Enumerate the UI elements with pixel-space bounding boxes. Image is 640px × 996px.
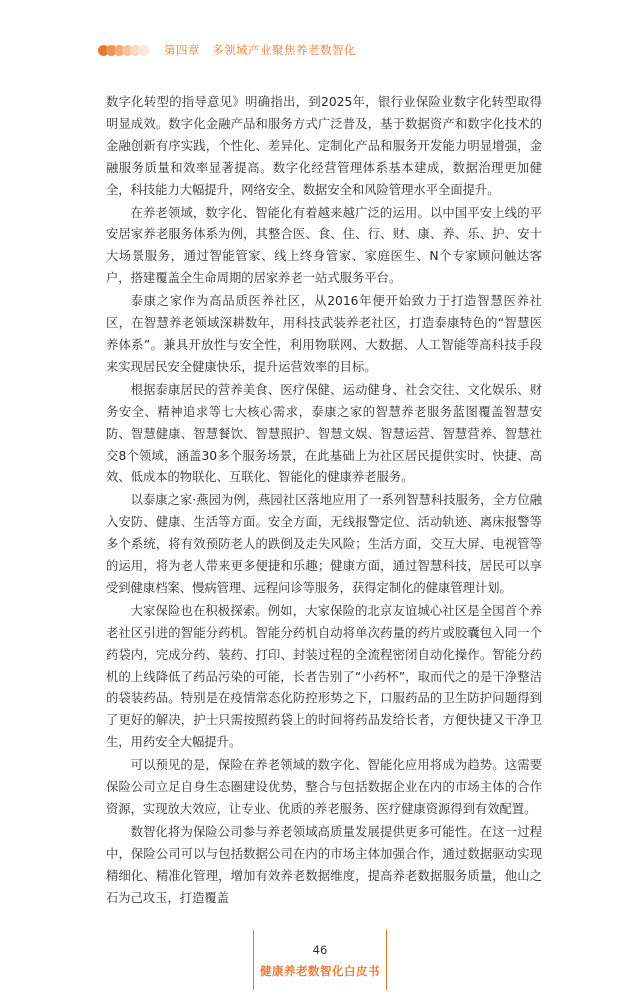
footer-divider-left (253, 930, 254, 990)
book-title: 健康养老数智化白皮书 (260, 964, 380, 978)
header-decoration-dots (98, 45, 146, 56)
paragraph: 大家保险也在积极探索。例如，大家保险的北京友谊城心社区是全国首个养老社区引进的智能分药机。智能分药机自动将单次药量的药片或胶囊包入同一个药袋内，完成分药、装药、打印、封装过程的全流程密闭自动化操作。智能分药机的上线降低了药品污染的可能，长者告别了“小药杯”，取而代之的是干净整洁的袋装药品。特别是在疫情常态化防控形势之下，口服药品的卫生防护问题得到了更好的解决，护士只需按照药袋上的时间将药品发给长者，方便快捷又干净卫生，用药安全大幅提升。 (106, 603, 542, 750)
page-header (98, 42, 356, 58)
page-number: 46 (312, 943, 328, 957)
paragraph: 数字化转型的指导意见》明确指出，到2025年，银行业保险业数字化转型取得明显成效。数字化金融产品和服务方式广泛普及，基于数据资产和数字化技术的金融创新有序实践，个性化、差异化、定制化产品和服务开发能力明显增强，金融服务质量和效率显著提高。数字化经营管理体系基本建成，数据治理更加健全，科技能力大幅提升，网络安全、数据安全和风险管理水平全面提升。 (106, 95, 542, 197)
paragraph: 泰康之家作为高品质医养社区，从2016年便开始致力于打造智慧医养社区，在智慧养老领域深耕数年，用科技武装养老社区，打造泰康特色的“智慧医养体系”。兼具开放性与安全性，利用物联网、大数据、人工智能等高科技手段来实现居民安全健康快乐，提升运营效率的目标。 (106, 294, 542, 374)
body-text (106, 92, 542, 911)
header-dot (138, 45, 149, 56)
paragraph: 以泰康之家·燕园为例，燕园社区落地应用了一系列智慧科技服务，全方位融入安防、健康、生活等方面。安全方面，无线报警定位、活动轨迹、离床报警等多个系统，将有效预防老人的跌倒及走失风险；生活方面，交互大屏、电视管等的运用，将为老人带来更多便捷和乐趣；健康方面，通过智慧科技，居民可以享受到健康档案、慢病管理、远程问诊等服务，获得定制化的健康管理计划。 (106, 493, 542, 595)
paragraph: 在养老领域，数字化、智能化有着越来越广泛的运用。以中国平安上线的平安居家养老服务体系为例，其整合医、食、住、行、财、康、养、乐、护、安十大场景服务，通过智能管家、线上终身管家、家庭医生、N个专家顾问触达客户，搭建覆盖全生命周期的居家养老一站式服务平台。 (106, 205, 542, 286)
chapter-title: 第四章 多领域产业聚焦养老数智化 (164, 43, 356, 57)
paragraph: 根据泰康居民的营养美食、医疗保健、运动健身、社会交往、文化娱乐、财务安全、精神追求等七大核心需求，泰康之家的智慧养老服务蓝图覆盖智慧安防、智慧健康、智慧餐饮、智慧照护、智慧文娱、智慧运营、智慧营养、智慧社交8个领域，涵盖30多个服务场景，在此基础上为社区居民提供实时、快捷、高效、低成本的物联化、互联化、智能化的健康养老服务。 (106, 382, 542, 485)
paragraph: 数智化将为保险公司参与养老领域高质量发展提供更多可能性。在这一过程中，保险公司可以与包括数据公司在内的市场主体加强合作，通过数据驱动实现精细化、精准化管理，增加有效养老数据维度，提高养老数据服务质量，他山之石为己攻玉，打造覆盖 (106, 824, 542, 905)
footer-divider-right (386, 930, 387, 990)
paragraph: 可以预见的是，保险在养老领域的数字化、智能化应用将成为趋势。这需要保险公司立足自身生态圈建设优势，整合与包括数据企业在内的市场主体的合作资源，实现放大效应，让专业、优质的养老服务、医疗健康资源得到有效配置。 (106, 758, 542, 816)
